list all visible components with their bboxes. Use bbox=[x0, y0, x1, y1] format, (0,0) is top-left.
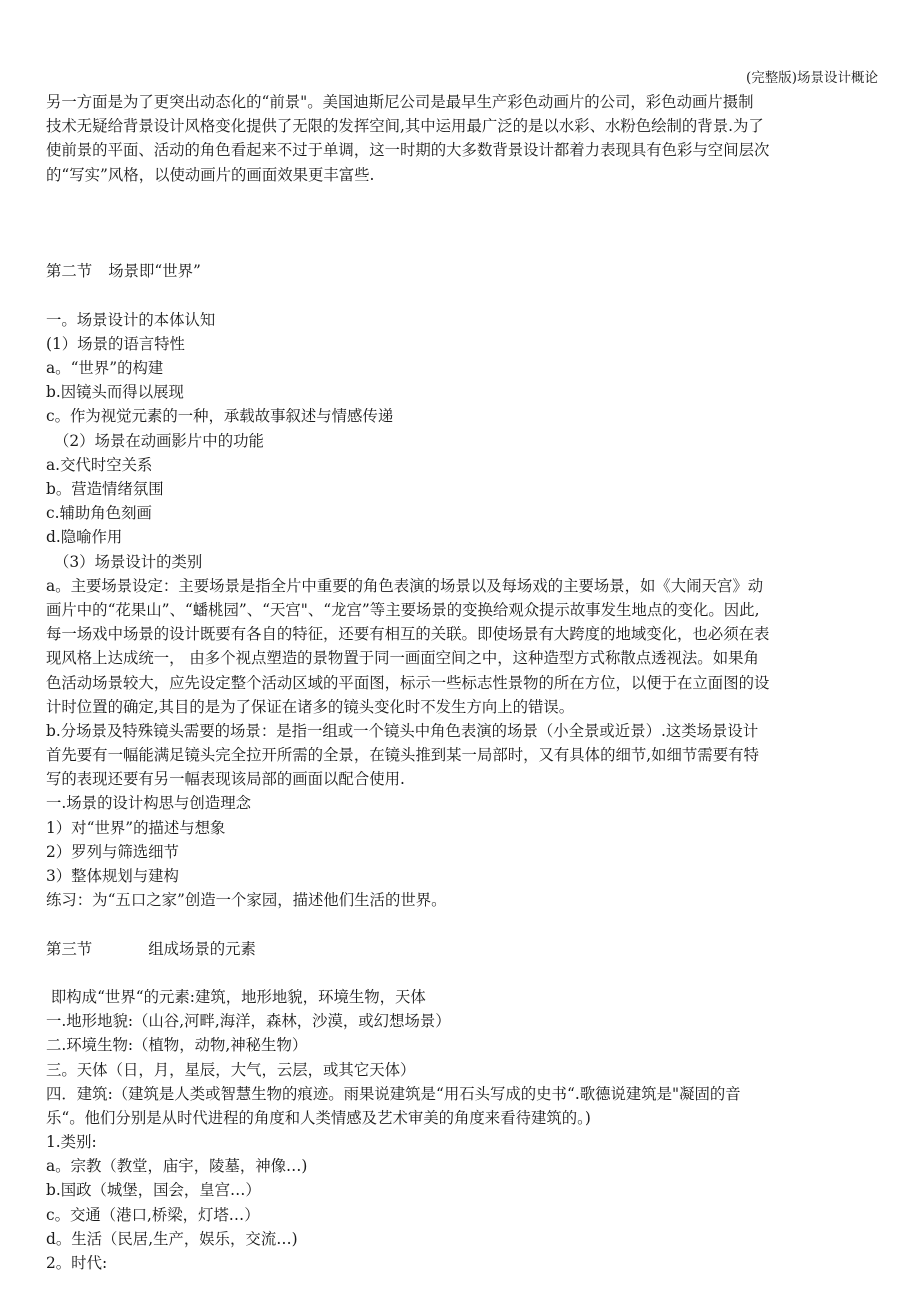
list-item: d.隐喻作用 bbox=[46, 528, 123, 547]
intro-line: 技术无疑给背景设计风格变化提供了无限的发挥空间,其中运用最广泛的是以水彩、水粉色绘制的背景.为了 bbox=[46, 117, 764, 136]
section-title: 组成场景的元素 bbox=[148, 939, 256, 958]
section-heading bbox=[46, 937, 876, 961]
section-heading bbox=[46, 259, 876, 283]
paragraph-line: 色活动场景较大，应先设定整个活动区域的平面图，标示一些标志性景物的所在方位，以便于在立面图的设 bbox=[46, 673, 770, 692]
list-item: a。“世界”的构建 bbox=[46, 359, 164, 378]
subheading: (1）场景的语言特性 bbox=[46, 334, 185, 353]
intro-line: 使前景的平面、活动的角色看起来不过于单调，这一时期的大多数背景设计都着力表现具有色彩与空间层次 bbox=[46, 141, 770, 160]
list-item: 二.环境生物:（植物，动物,神秘生物） bbox=[46, 1036, 308, 1055]
paragraph-line: 画片中的“花果山”、“蟠桃园”、“天宫"、“龙宫”等主要场景的变换给观众提示故事发生地点的变化。因此, bbox=[46, 600, 760, 619]
paragraph-line: b.分场景及特殊镜头需要的场景：是指一组或一个镜头中角色表演的场景（小全景或近景）.这类场景设计 bbox=[46, 721, 759, 740]
paragraph-line: 每一场戏中场景的设计既要有各自的特征，还要有相互的关联。即使场景有大跨度的地域变化，也必须在表 bbox=[46, 625, 770, 644]
subheading: 1.类别: bbox=[46, 1133, 97, 1152]
subheading: （2）场景在动画影片中的功能 bbox=[54, 431, 264, 450]
list-item: c。作为视觉元素的一种，承载故事叙述与情感传递 bbox=[46, 407, 394, 426]
document-body bbox=[46, 90, 876, 1275]
spacer bbox=[46, 284, 876, 308]
subheading: 2。时代: bbox=[46, 1254, 108, 1273]
exercise-line: 练习：为“五口之家”创造一个家园，描述他们生活的世界。 bbox=[46, 891, 447, 910]
list-item: 一.地形地貌:（山谷,河畔,海洋，森林，沙漠，或幻想场景） bbox=[46, 1012, 451, 1031]
subheading: 一.场景的设计构思与创造理念 bbox=[46, 794, 251, 813]
intro-line: 的“写实”风格，以使动画片的画面效果更丰富些. bbox=[46, 165, 375, 184]
spacer bbox=[46, 187, 876, 235]
list-item: 1）对“世界”的描述与想象 bbox=[46, 818, 226, 837]
page-header: (完整版)场景设计概论 bbox=[745, 70, 878, 86]
list-item: d。生活（民居,生产，娱乐，交流…) bbox=[46, 1229, 298, 1248]
list-item: 3）整体规划与建构 bbox=[46, 867, 179, 886]
section-title: 场景即“世界” bbox=[108, 262, 201, 281]
spacer bbox=[46, 235, 876, 259]
paragraph-line: 乐“。他们分别是从时代进程的角度和人类情感及艺术审美的角度来看待建筑的。) bbox=[46, 1108, 591, 1127]
list-item: b。营造情绪氛围 bbox=[46, 480, 164, 499]
section-number: 第二节 bbox=[46, 262, 93, 281]
paragraph-line: 写的表现还要有另一幅表现该局部的画面以配合使用. bbox=[46, 770, 405, 789]
section-number: 第三节 bbox=[46, 939, 93, 958]
paragraph-line: 现风格上达成统一， 由多个视点塑造的景物置于同一画面空间之中，这种造型方式称散点透视法。如果角 bbox=[46, 649, 759, 668]
paragraph-line: 首先要有一幅能满足镜头完全拉开所需的全景，在镜头推到某一局部时，又有具体的细节,如细节需要有特 bbox=[46, 746, 759, 765]
list-item: 2）罗列与筛选细节 bbox=[46, 842, 179, 861]
paragraph-line: 计时位置的确定,其目的是为了保证在诸多的镜头变化时不发生方向上的错误。 bbox=[46, 697, 575, 716]
list-item: b.国政（城堡，国会，皇宫…） bbox=[46, 1181, 261, 1200]
list-item: a.交代时空关系 bbox=[46, 455, 153, 474]
list-item: b.因镜头而得以展现 bbox=[46, 383, 184, 402]
subheading: （3）场景设计的类别 bbox=[54, 552, 203, 571]
subheading: 一。场景设计的本体认知 bbox=[46, 310, 216, 329]
list-item: 三。天体（日，月，星辰，大气，云层，或其它天体） bbox=[46, 1060, 416, 1079]
paragraph-line: a。主要场景设定：主要场景是指全片中重要的角色表演的场景以及每场戏的主要场景，如《大闹天宫》动 bbox=[46, 576, 764, 595]
paragraph-line: 四．建筑:（建筑是人类或智慧生物的痕迹。雨果说建筑是“用石头写成的史书“.歌德说建筑是"凝固的音 bbox=[46, 1084, 741, 1103]
list-item: c。交通（港口,桥梁，灯塔…） bbox=[46, 1205, 260, 1224]
spacer bbox=[46, 961, 876, 985]
lead-line: 即构成“世界“的元素:建筑，地形地貌，环境生物，天体 bbox=[46, 987, 426, 1006]
spacer bbox=[46, 912, 876, 936]
list-item: a。宗教（教堂，庙宇，陵墓，神像…) bbox=[46, 1157, 308, 1176]
intro-line: 另一方面是为了更突出动态化的“前景"。美国迪斯尼公司是最早生产彩色动画片的公司，彩色动画片摄制 bbox=[46, 93, 754, 111]
list-item: c.辅助角色刻画 bbox=[46, 504, 152, 523]
